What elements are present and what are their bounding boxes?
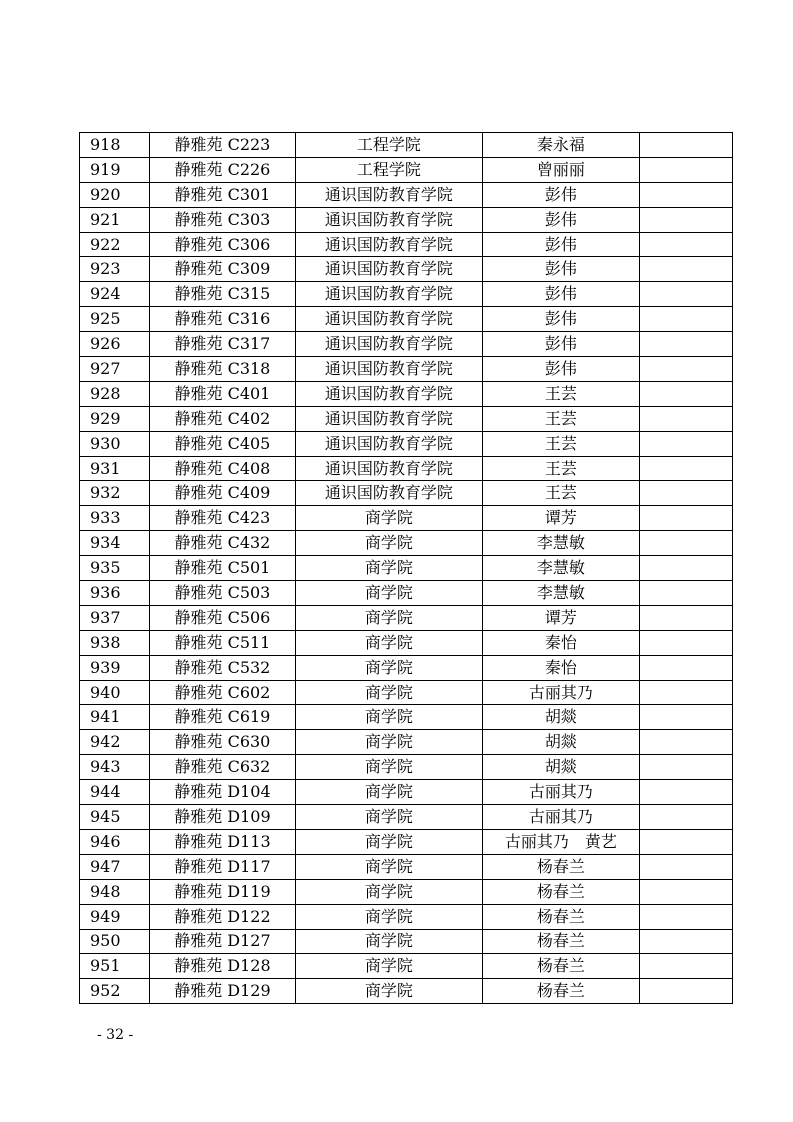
note-cell — [639, 232, 732, 257]
row-number-cell: 950 — [80, 929, 150, 954]
table-body — [80, 133, 733, 1004]
note-cell — [639, 282, 732, 307]
teacher-cell: 李慧敏 — [483, 581, 639, 606]
college-cell: 通识国防教育学院 — [295, 481, 483, 506]
room-cell: 静雅苑 C402 — [150, 406, 295, 431]
table-row — [80, 232, 733, 257]
teacher-cell: 曾丽丽 — [483, 157, 639, 182]
row-number-cell: 935 — [80, 556, 150, 581]
teacher-cell: 彭伟 — [483, 282, 639, 307]
college-cell: 工程学院 — [295, 133, 483, 158]
row-number-cell: 925 — [80, 307, 150, 332]
table-row — [80, 182, 733, 207]
table-row — [80, 406, 733, 431]
college-cell: 通识国防教育学院 — [295, 431, 483, 456]
table-row — [80, 854, 733, 879]
row-number-cell: 951 — [80, 954, 150, 979]
table-row — [80, 805, 733, 830]
room-cell: 静雅苑 C506 — [150, 605, 295, 630]
room-cell: 静雅苑 C401 — [150, 381, 295, 406]
teacher-cell: 彭伟 — [483, 307, 639, 332]
room-cell: 静雅苑 C423 — [150, 506, 295, 531]
college-cell: 通识国防教育学院 — [295, 307, 483, 332]
room-cell: 静雅苑 C630 — [150, 730, 295, 755]
teacher-cell: 胡燚 — [483, 755, 639, 780]
table-row — [80, 655, 733, 680]
teacher-cell: 杨春兰 — [483, 904, 639, 929]
college-cell: 商学院 — [295, 630, 483, 655]
college-cell: 通识国防教育学院 — [295, 357, 483, 382]
note-cell — [639, 357, 732, 382]
note-cell — [639, 182, 732, 207]
room-cell: 静雅苑 C511 — [150, 630, 295, 655]
college-cell: 商学院 — [295, 705, 483, 730]
teacher-cell: 古丽其乃 — [483, 805, 639, 830]
table-row — [80, 705, 733, 730]
college-cell: 通识国防教育学院 — [295, 332, 483, 357]
page-number: - 32 - — [97, 1027, 134, 1043]
college-cell: 通识国防教育学院 — [295, 257, 483, 282]
row-number-cell: 943 — [80, 755, 150, 780]
college-cell: 通识国防教育学院 — [295, 381, 483, 406]
table-row — [80, 481, 733, 506]
college-cell: 商学院 — [295, 854, 483, 879]
note-cell — [639, 954, 732, 979]
teacher-cell: 彭伟 — [483, 207, 639, 232]
row-number-cell: 947 — [80, 854, 150, 879]
row-number-cell: 941 — [80, 705, 150, 730]
room-cell: 静雅苑 C432 — [150, 531, 295, 556]
college-cell: 商学院 — [295, 929, 483, 954]
college-cell: 通识国防教育学院 — [295, 232, 483, 257]
college-cell: 商学院 — [295, 556, 483, 581]
table-row — [80, 730, 733, 755]
table-row — [80, 879, 733, 904]
note-cell — [639, 805, 732, 830]
teacher-cell: 彭伟 — [483, 357, 639, 382]
college-cell: 通识国防教育学院 — [295, 456, 483, 481]
row-number-cell: 937 — [80, 605, 150, 630]
college-cell: 商学院 — [295, 730, 483, 755]
dormitory-table — [79, 132, 733, 1004]
room-cell: 静雅苑 C632 — [150, 755, 295, 780]
note-cell — [639, 556, 732, 581]
table-row — [80, 680, 733, 705]
note-cell — [639, 207, 732, 232]
teacher-cell: 杨春兰 — [483, 979, 639, 1004]
table-row — [80, 531, 733, 556]
note-cell — [639, 854, 732, 879]
row-number-cell: 926 — [80, 332, 150, 357]
row-number-cell: 930 — [80, 431, 150, 456]
teacher-cell: 彭伟 — [483, 182, 639, 207]
note-cell — [639, 381, 732, 406]
teacher-cell: 彭伟 — [483, 232, 639, 257]
note-cell — [639, 307, 732, 332]
room-cell: 静雅苑 C318 — [150, 357, 295, 382]
row-number-cell: 946 — [80, 829, 150, 854]
room-cell: 静雅苑 C619 — [150, 705, 295, 730]
row-number-cell: 927 — [80, 357, 150, 382]
room-cell: 静雅苑 D127 — [150, 929, 295, 954]
note-cell — [639, 979, 732, 1004]
college-cell: 商学院 — [295, 605, 483, 630]
room-cell: 静雅苑 C405 — [150, 431, 295, 456]
teacher-cell: 杨春兰 — [483, 854, 639, 879]
row-number-cell: 924 — [80, 282, 150, 307]
note-cell — [639, 655, 732, 680]
college-cell: 商学院 — [295, 506, 483, 531]
teacher-cell: 杨春兰 — [483, 929, 639, 954]
teacher-cell: 王芸 — [483, 481, 639, 506]
room-cell: 静雅苑 D129 — [150, 979, 295, 1004]
room-cell: 静雅苑 D117 — [150, 854, 295, 879]
row-number-cell: 936 — [80, 581, 150, 606]
room-cell: 静雅苑 C306 — [150, 232, 295, 257]
note-cell — [639, 630, 732, 655]
table-row — [80, 506, 733, 531]
college-cell: 商学院 — [295, 581, 483, 606]
room-cell: 静雅苑 D128 — [150, 954, 295, 979]
note-cell — [639, 456, 732, 481]
table-row — [80, 381, 733, 406]
teacher-cell: 王芸 — [483, 431, 639, 456]
note-cell — [639, 157, 732, 182]
note-cell — [639, 531, 732, 556]
note-cell — [639, 755, 732, 780]
room-cell: 静雅苑 D122 — [150, 904, 295, 929]
table-row — [80, 207, 733, 232]
room-cell: 静雅苑 C409 — [150, 481, 295, 506]
college-cell: 商学院 — [295, 904, 483, 929]
table-row — [80, 581, 733, 606]
table-row — [80, 929, 733, 954]
room-cell: 静雅苑 C303 — [150, 207, 295, 232]
teacher-cell: 杨春兰 — [483, 954, 639, 979]
note-cell — [639, 929, 732, 954]
teacher-cell: 胡燚 — [483, 730, 639, 755]
teacher-cell: 古丽其乃 — [483, 780, 639, 805]
teacher-cell: 王芸 — [483, 406, 639, 431]
college-cell: 通识国防教育学院 — [295, 182, 483, 207]
college-cell: 商学院 — [295, 879, 483, 904]
table-row — [80, 282, 733, 307]
row-number-cell: 940 — [80, 680, 150, 705]
row-number-cell: 944 — [80, 780, 150, 805]
teacher-cell: 李慧敏 — [483, 531, 639, 556]
table-row — [80, 357, 733, 382]
table-row — [80, 133, 733, 158]
row-number-cell: 929 — [80, 406, 150, 431]
teacher-cell: 王芸 — [483, 456, 639, 481]
teacher-cell: 古丽其乃 — [483, 680, 639, 705]
table-row — [80, 904, 733, 929]
row-number-cell: 923 — [80, 257, 150, 282]
note-cell — [639, 133, 732, 158]
room-cell: 静雅苑 C301 — [150, 182, 295, 207]
row-number-cell: 918 — [80, 133, 150, 158]
table-row — [80, 780, 733, 805]
note-cell — [639, 406, 732, 431]
row-number-cell: 932 — [80, 481, 150, 506]
college-cell: 商学院 — [295, 805, 483, 830]
row-number-cell: 948 — [80, 879, 150, 904]
college-cell: 商学院 — [295, 755, 483, 780]
college-cell: 商学院 — [295, 780, 483, 805]
teacher-cell: 杨春兰 — [483, 879, 639, 904]
table-row — [80, 307, 733, 332]
teacher-cell: 秦永福 — [483, 133, 639, 158]
note-cell — [639, 581, 732, 606]
college-cell: 商学院 — [295, 979, 483, 1004]
room-cell: 静雅苑 D119 — [150, 879, 295, 904]
room-cell: 静雅苑 C316 — [150, 307, 295, 332]
note-cell — [639, 481, 732, 506]
room-cell: 静雅苑 C317 — [150, 332, 295, 357]
room-cell: 静雅苑 C315 — [150, 282, 295, 307]
teacher-cell: 谭芳 — [483, 605, 639, 630]
college-cell: 工程学院 — [295, 157, 483, 182]
table-row — [80, 954, 733, 979]
table-row — [80, 332, 733, 357]
college-cell: 通识国防教育学院 — [295, 406, 483, 431]
room-cell: 静雅苑 C503 — [150, 581, 295, 606]
table-row — [80, 605, 733, 630]
note-cell — [639, 680, 732, 705]
table-row — [80, 157, 733, 182]
college-cell: 通识国防教育学院 — [295, 282, 483, 307]
row-number-cell: 939 — [80, 655, 150, 680]
row-number-cell: 921 — [80, 207, 150, 232]
table-row — [80, 556, 733, 581]
room-cell: 静雅苑 C309 — [150, 257, 295, 282]
teacher-cell: 彭伟 — [483, 332, 639, 357]
row-number-cell: 933 — [80, 506, 150, 531]
note-cell — [639, 829, 732, 854]
teacher-cell: 秦怡 — [483, 655, 639, 680]
room-cell: 静雅苑 C602 — [150, 680, 295, 705]
table-row — [80, 979, 733, 1004]
teacher-cell: 王芸 — [483, 381, 639, 406]
row-number-cell: 942 — [80, 730, 150, 755]
note-cell — [639, 879, 732, 904]
room-cell: 静雅苑 D113 — [150, 829, 295, 854]
room-cell: 静雅苑 C408 — [150, 456, 295, 481]
row-number-cell: 952 — [80, 979, 150, 1004]
table-row — [80, 755, 733, 780]
teacher-cell: 秦怡 — [483, 630, 639, 655]
room-cell: 静雅苑 D104 — [150, 780, 295, 805]
note-cell — [639, 605, 732, 630]
row-number-cell: 920 — [80, 182, 150, 207]
teacher-cell: 谭芳 — [483, 506, 639, 531]
table-row — [80, 456, 733, 481]
note-cell — [639, 780, 732, 805]
college-cell: 商学院 — [295, 655, 483, 680]
table-row — [80, 829, 733, 854]
teacher-cell: 李慧敏 — [483, 556, 639, 581]
row-number-cell: 931 — [80, 456, 150, 481]
row-number-cell: 928 — [80, 381, 150, 406]
teacher-cell: 古丽其乃 黄艺 — [483, 829, 639, 854]
room-cell: 静雅苑 C226 — [150, 157, 295, 182]
row-number-cell: 938 — [80, 630, 150, 655]
teacher-cell: 彭伟 — [483, 257, 639, 282]
row-number-cell: 922 — [80, 232, 150, 257]
room-cell: 静雅苑 C532 — [150, 655, 295, 680]
note-cell — [639, 506, 732, 531]
row-number-cell: 945 — [80, 805, 150, 830]
row-number-cell: 949 — [80, 904, 150, 929]
note-cell — [639, 257, 732, 282]
room-cell: 静雅苑 C501 — [150, 556, 295, 581]
note-cell — [639, 904, 732, 929]
college-cell: 通识国防教育学院 — [295, 207, 483, 232]
note-cell — [639, 730, 732, 755]
note-cell — [639, 431, 732, 456]
table-row — [80, 257, 733, 282]
teacher-cell: 胡燚 — [483, 705, 639, 730]
college-cell: 商学院 — [295, 531, 483, 556]
college-cell: 商学院 — [295, 829, 483, 854]
college-cell: 商学院 — [295, 680, 483, 705]
row-number-cell: 919 — [80, 157, 150, 182]
note-cell — [639, 332, 732, 357]
room-cell: 静雅苑 C223 — [150, 133, 295, 158]
table-row — [80, 630, 733, 655]
college-cell: 商学院 — [295, 954, 483, 979]
row-number-cell: 934 — [80, 531, 150, 556]
note-cell — [639, 705, 732, 730]
room-cell: 静雅苑 D109 — [150, 805, 295, 830]
table-row — [80, 431, 733, 456]
